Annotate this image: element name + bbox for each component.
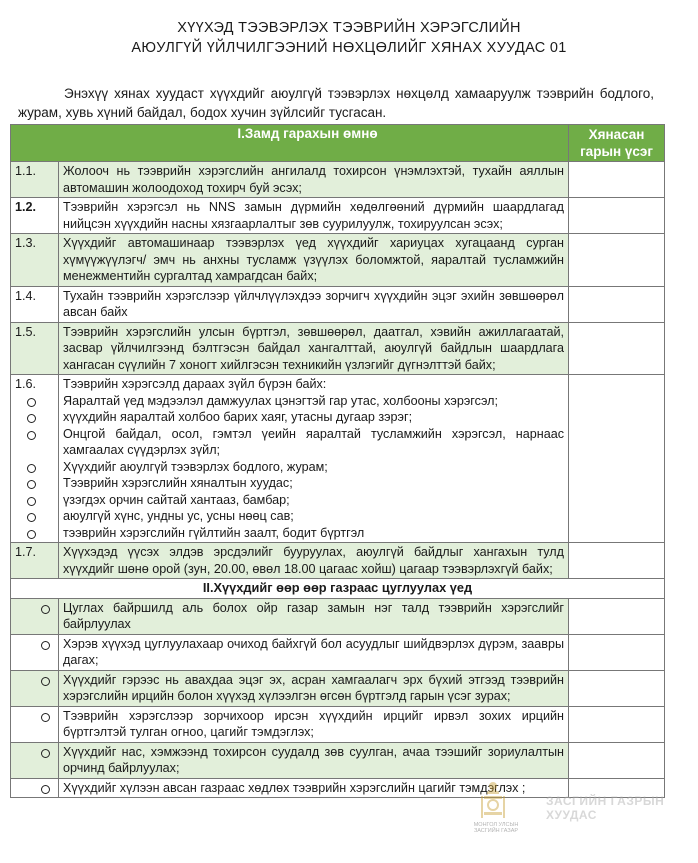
bullet-icon [27,431,36,440]
item-text: Тээврийн хэрэгслээр зорчихоор ирсэн хүүхдийн ирцийг ирвэл зохих ирцийн бүртгэлтэй тулган огноо, цагийг тэмдэглэх; [59,706,569,742]
bullet-icon [41,677,50,686]
government-watermark [473,780,696,840]
bullet-icon [27,513,36,522]
item-text: Тээврийн хэрэгсэлд дараах зүйл бүрэн байх: [63,377,327,391]
bullet-cell [11,634,59,670]
checklist-table [10,124,665,798]
bullet-cell [11,742,59,778]
bullet-icon [27,464,36,473]
item-number: 1.6. [11,375,59,543]
table-row [11,598,665,634]
bullet-icon [41,641,50,650]
item-text: Хүүхдийг гэрээс нь авахдаа эцэг эх, асран хамгаалагч эрх бүхий этгээд тээврийн хэрэгслийн ирцийн болон хүүхэд хүлээлгэн өгсөн бүртгэлд гарын үсэг зурах; [59,670,569,706]
table-row [11,198,665,234]
item-text: Тээврийн хэрэгсэл нь NNS замын дүрмийн хөдөлгөөний дүрмийн шаардлагад нийцсэн хүүхдийн насны хязгаарлалтыг зөв суурилуулж, тохируулсан эсэх; [59,198,569,234]
table-row [11,322,665,375]
signature-cell[interactable] [569,670,665,706]
item-text: Хүүхдийг хүлээн авсан газраас хөдлөх тээврийн хэрэгслийн цагийг тэмдэглэх ; [59,778,569,798]
check-column-header: Хянасан гарын үсэг [569,125,665,162]
table-row [11,706,665,742]
signature-cell[interactable] [569,322,665,375]
signature-cell[interactable] [569,162,665,198]
section2-header-row [11,579,665,599]
bullet-icon [41,713,50,722]
bullet-icon [27,530,36,539]
signature-cell[interactable] [569,598,665,634]
bullet-icon [41,605,50,614]
table-row [11,742,665,778]
bullet-cell [11,706,59,742]
table-row [11,375,665,543]
bullet-icon [41,785,50,794]
table-header-row [11,125,665,162]
bullet-icon [27,497,36,506]
intro-paragraph: Энэхүү хянах хуудаст хүүхдийг аюулгүй тээвэрлэх нөхцөлд хамааруулж тээврийн бодлого, журам, хувь хүний байдал, бодох хучин зүйлсийг тусгасан. [18,86,654,120]
watermark-small-text: МОНГОЛ УЛСЫН ЗАСГИЙН ГАЗАР [473,822,519,834]
bullet-icon [27,414,36,423]
item-number: 1.4. [11,286,59,322]
bullet-icon [27,398,36,407]
bullet-cell [11,670,59,706]
list-item: хүүхдийн яаралтай холбоо барих хаяг, утасны дугаар зэрэг; [63,409,564,426]
bullet-icon [27,480,36,489]
list-item: тээврийн хэрэгслийн гүйлтийн заалт, бодит бүртгэл [63,525,564,542]
section2-header: II.Хүүхдийг өөр өөр газраас цуглуулах үед [11,579,665,599]
watermark-big-text: ЗАСГИЙН ГАЗРЫН ХУУДАС [546,794,665,822]
item-number: 1.3. [11,234,59,287]
list-item: Тээврийн хэрэгслийн хяналтын хуудас; [63,475,564,492]
table-row [11,634,665,670]
item-text: Тээврийн хэрэгслийн улсын бүртгэл, зөвшөөрөл, даатгал, хэвийн ажиллагаатай, засвар үйлчилгээнд бэлтгэсэн байдал хангалттай, аюулгүй байдлын шаардлага хангасан сүүлийн 7 хоногт хийлгэсэн техникийн үзлэгийг дүгнэлттэй байх; [59,322,569,375]
item-text: Хүүхэдэд үүсэх элдэв эрсдэлийг бууруулах, аюулгүй байдлыг хангахын тулд хүүхдийг шөнө орой (зун, 20.00, өвөл 18.00 цагаас хойш) цагаар тээвэрлэхгүй байх; [59,543,569,579]
list-item: аюулгүй хүнс, ундны ус, усны нөөц сав; [63,508,564,525]
bullet-cell [11,778,59,798]
list-item: үзэгдэх орчин сайтай хантааз, бамбар; [63,492,564,509]
document-title-line2: АЮУЛГҮЙ ҮЙЛЧИЛГЭЭНИЙ НӨХЦӨЛИЙГ ХЯНАХ ХУУДАС 01 [131,40,567,56]
item-text-with-list [59,375,569,543]
item-text: Хүүхдийг автомашинаар тээвэрлэх үед хүүхдийг хариуцах хугацаанд сурган хүмүүжүүлэгч/ эмч нь анхны тусламж үзүүлэх боломжтой, яаралтай тусламжийн менежментийн сургалтад хамрагдсан байх; [59,234,569,287]
equipment-list [63,393,564,542]
signature-cell[interactable] [569,742,665,778]
soyombo-emblem-icon [476,780,510,824]
signature-cell[interactable] [569,706,665,742]
signature-cell[interactable] [569,634,665,670]
item-text: Цуглах байршилд аль болох ойр газар замын нэг талд тээврийн хэрэгслийг байрлуулах [59,598,569,634]
list-item: Онцгой байдал, осол, гэмтэл үеийн яаралтай тусламжийн хэрэгсэл, нарнаас хамгаалах сүүдэрлэх зүйл; [63,426,564,459]
bullet-cell [11,598,59,634]
item-number: 1.1. [11,162,59,198]
signature-cell[interactable] [569,375,665,543]
table-row [11,286,665,322]
item-number: 1.5. [11,322,59,375]
list-item: Хүүхдийг аюулгүй тээвэрлэх бодлого, журам; [63,459,564,476]
item-text: Жолооч нь тээврийн хэрэгслийн ангилалд тохирсон үнэмлэхтэй, тухайн аяллын автомашин жолоодоход тохирч буй эсэх; [59,162,569,198]
item-text: Хэрэв хүүхэд цуглуулахаар очиход байхгүй бол асуудлыг шийдвэрлэх дүрэм, заавры дагах; [59,634,569,670]
signature-cell[interactable] [569,198,665,234]
bullet-icon [41,749,50,758]
table-row [11,234,665,287]
item-number: 1.7. [11,543,59,579]
signature-cell[interactable] [569,234,665,287]
signature-cell[interactable] [569,543,665,579]
list-item: Яаралтай үед мэдээлэл дамжуулах цэнэгтэй гар утас, холбооны хэрэгсэл; [63,393,564,410]
table-row [11,670,665,706]
document-title-line1: ХҮҮХЭД ТЭЭВЭРЛЭХ ТЭЭВРИЙН ХЭРЭГСЛИЙН [177,20,521,36]
signature-cell[interactable] [569,286,665,322]
item-text: Тухайн тээврийн хэрэгслээр үйлчлүүлэхдээ зорчигч хүүхдийн эцэг эхийн зөвшөөрөл авсан байх [59,286,569,322]
item-text: Хүүхдийг нас, хэмжээнд тохирсон суудалд зөв суулган, ачаа тээшийг зориулалтын орчинд байрлуулах; [59,742,569,778]
table-row [11,543,665,579]
table-row [11,162,665,198]
item-number: 1.2. [11,198,59,234]
section1-header: I.Замд гарахын өмнө [11,125,569,162]
